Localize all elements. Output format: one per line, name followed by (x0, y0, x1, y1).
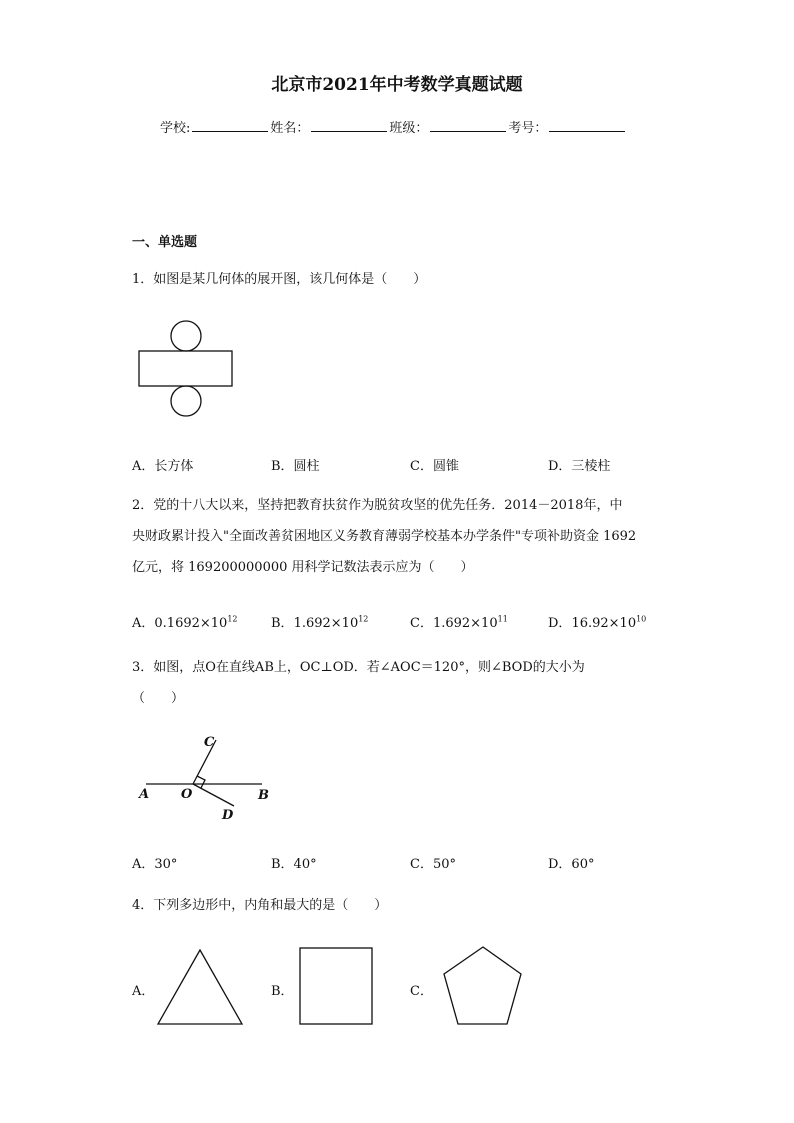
name-label: 姓名： (270, 121, 310, 136)
q4-option-a[interactable]: A． (132, 984, 155, 999)
pentagon-shape (444, 947, 521, 1024)
q2-option-d-exponent: 10 (636, 614, 647, 624)
q1-option-d[interactable]: D．三棱柱 (548, 459, 611, 474)
school-label: 学校: (160, 121, 191, 136)
label-a: A (139, 787, 150, 802)
q1-option-a[interactable]: A．长方体 (132, 459, 194, 474)
q4-option-b[interactable]: B． (271, 984, 294, 999)
section-heading: 一、单选题 (132, 235, 198, 250)
q3-option-a[interactable]: A．30° (132, 857, 178, 872)
q2-option-c-value: 1.692×10 (432, 616, 498, 631)
question-1-stem: 1．如图是某几何体的展开图，该几何体是（ ） (132, 272, 427, 287)
square-shape (300, 948, 372, 1024)
q2-option-d-value: 16.92×10 (571, 616, 637, 631)
class-label: 班级： (389, 121, 429, 136)
q2-option-b-exponent: 12 (358, 614, 369, 624)
q2-option-b-label: B． (271, 616, 294, 631)
label-c: C (204, 735, 215, 750)
q2-option-a-value: 0.1692×10 (154, 616, 228, 631)
q3-option-c[interactable]: C．50° (410, 857, 456, 872)
q2-option-a-exponent: 12 (227, 614, 238, 624)
q2-option-c-exponent: 11 (497, 614, 508, 624)
question-4-stem: 4．下列多边形中，内角和最大的是（ ） (132, 898, 388, 913)
question-3-line-1: 3．如图，点O在直线AB上，OC⊥OD．若∠AOC＝120°，则∠BOD的大小为 (132, 660, 585, 675)
question-2-line-1: 2．党的十八大以来，坚持把教育扶贫作为脱贫攻坚的优先任务．2014－2018年，中 (132, 498, 623, 513)
q3-option-d[interactable]: D．60° (548, 857, 595, 872)
page-title: 北京市2021年中考数学真题试题 (271, 75, 523, 95)
q1-option-b[interactable]: B．圆柱 (271, 459, 320, 474)
label-b: B (258, 788, 269, 803)
q2-option-c-label: C． (410, 616, 433, 631)
q2-option-a-label: A． (132, 616, 155, 631)
q1-option-c[interactable]: C．圆锥 (410, 459, 459, 474)
label-o: O (181, 787, 193, 802)
label-d: D (222, 808, 234, 823)
q4-option-c[interactable]: C． (410, 984, 433, 999)
q2-option-b-value: 1.692×10 (293, 616, 359, 631)
question-2-line-2: 央财政累计投入"全面改善贫困地区义务教育薄弱学校基本办学条件"专项补助资金 1692 (132, 529, 637, 544)
q3-option-b[interactable]: B．40° (271, 857, 317, 872)
q2-option-d-label: D． (548, 616, 572, 631)
triangle-shape (158, 950, 242, 1024)
question-2-line-3: 亿元，将 169200000000 用科学记数法表示应为（ ） (132, 560, 474, 575)
question-3-line-2: （ ） (132, 691, 185, 706)
exam-no-label: 考号： (508, 121, 548, 136)
